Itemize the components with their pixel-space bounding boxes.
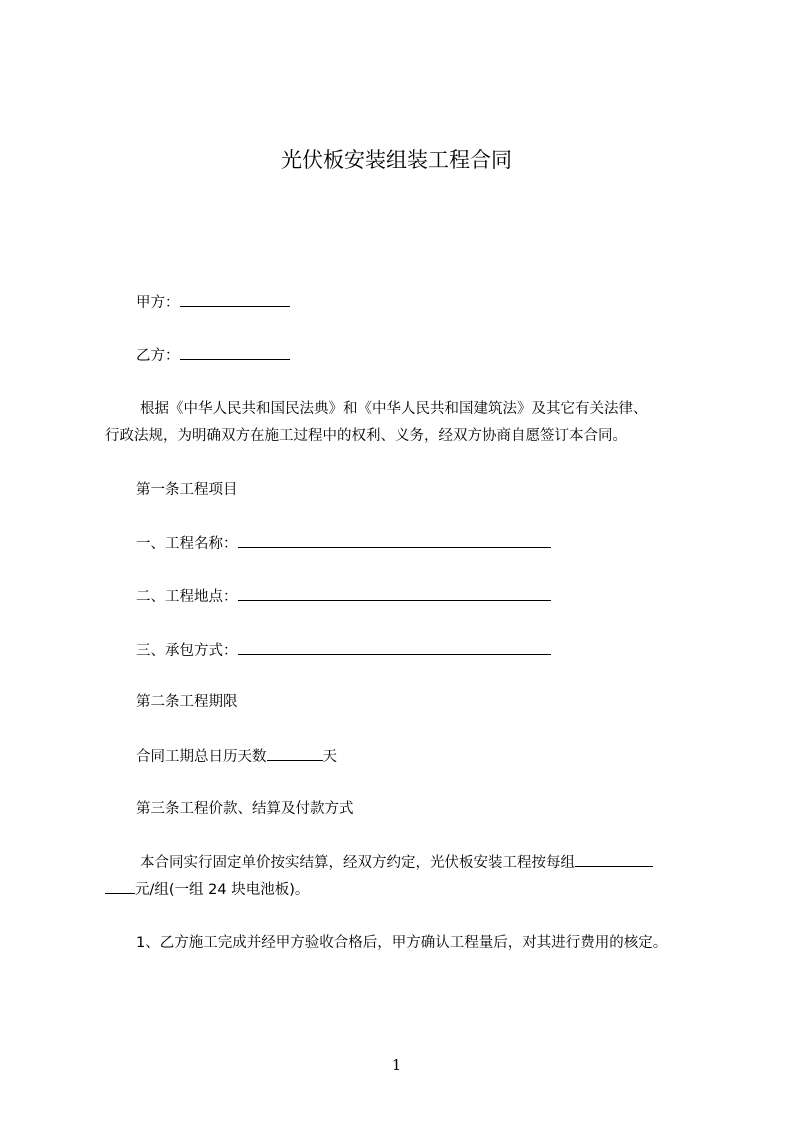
article2-heading: 第二条工程期限 — [136, 694, 238, 710]
party-b-line — [136, 345, 290, 366]
preamble-line-1: 根据《中华人民共和国民法典》和《中华人民共和国建筑法》及其它有关法律、 — [140, 401, 648, 417]
project-location-line — [136, 586, 551, 607]
party-a-line — [136, 292, 290, 313]
price-line-1-text: 本合同实行固定单价按实结算，经双方约定，光伏板安装工程按每组 — [140, 855, 575, 871]
party-a-label: 甲方： — [136, 295, 180, 311]
price-line-2-text: 元/组(一组 24 块电池板)。 — [135, 882, 310, 898]
price-line-1 — [140, 852, 653, 873]
price-blank-part1[interactable] — [575, 852, 653, 867]
duration-line — [136, 746, 337, 767]
project-name-label: 一、工程名称： — [136, 536, 238, 552]
duration-suffix: 天 — [322, 749, 337, 765]
contract-method-label: 三、承包方式： — [136, 643, 238, 659]
article1-heading: 第一条工程项目 — [136, 482, 238, 498]
project-location-label: 二、工程地点： — [136, 589, 238, 605]
page-number: 1 — [391, 1056, 402, 1074]
article3-heading: 第三条工程价款、结算及付款方式 — [136, 801, 354, 817]
price-blank-part2[interactable] — [105, 879, 135, 894]
party-a-blank[interactable] — [180, 292, 290, 307]
project-location-blank[interactable] — [238, 586, 551, 601]
contract-method-blank[interactable] — [238, 640, 551, 655]
article3-item1: 1、乙方施工完成并经甲方验收合格后，甲方确认工程量后，对其进行费用的核定。 — [136, 935, 668, 951]
price-line-2 — [105, 879, 309, 900]
document-title: 光伏板安装组装工程合同 — [281, 148, 512, 172]
preamble-line-2: 行政法规，为明确双方在施工过程中的权利、义务，经双方协商自愿签订本合同。 — [105, 428, 627, 444]
party-b-blank[interactable] — [180, 345, 290, 360]
party-b-label: 乙方： — [136, 348, 180, 364]
duration-prefix: 合同工期总日历天数 — [136, 749, 267, 765]
contract-method-line — [136, 640, 551, 661]
duration-blank[interactable] — [267, 746, 323, 761]
project-name-line — [136, 533, 551, 554]
project-name-blank[interactable] — [238, 533, 551, 548]
